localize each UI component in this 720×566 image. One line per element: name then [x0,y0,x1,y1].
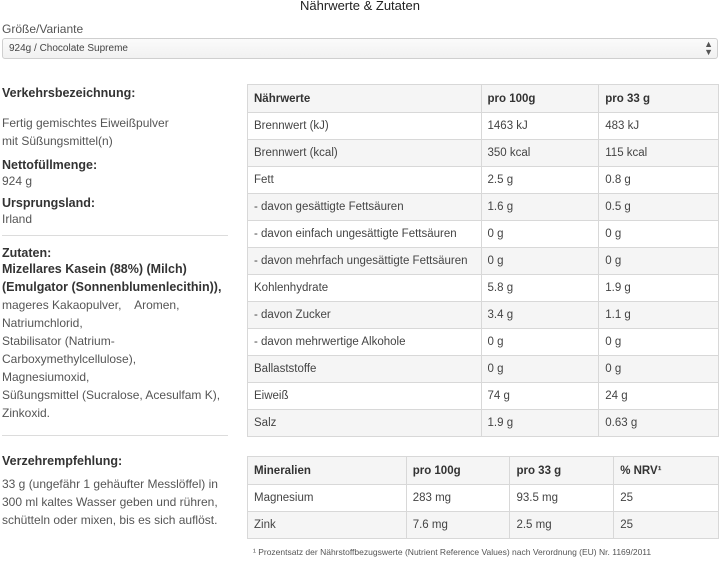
nutrient-name: - davon mehrfach ungesättigte Fettsäuren [248,248,482,275]
mineral-name: Magnesium [248,485,407,512]
ingredients-label: Zutaten: [2,246,52,260]
net-quantity-value: 924 g [2,174,33,188]
usage-line: 300 ml kaltes Wasser geben und rühren, [2,495,218,509]
nutrient-name: - davon Zucker [248,302,482,329]
nutrition-header-33g: pro 33 g [599,85,719,113]
variant-select[interactable] [2,38,718,59]
nutrient-per-100g: 5.8 g [481,275,599,302]
nutrition-row [248,356,719,383]
minerals-header-33g: pro 33 g [510,457,614,485]
ingredients-line: Carboxymethylcellulose), [2,352,137,366]
nutrient-per-33g: 0.8 g [599,167,719,194]
ingredients-bold-2: (Emulgator (Sonnenblumenlecithin)), [2,280,222,294]
nutrition-header-100g: pro 100g [481,85,599,113]
nutrition-row [248,167,719,194]
ingredients-line: Natriumchlorid, [2,316,83,330]
nutrient-per-100g: 0 g [481,248,599,275]
mineral-name: Zink [248,512,407,539]
nutrient-per-100g: 3.4 g [481,302,599,329]
nutrient-per-33g: 0.5 g [599,194,719,221]
nutrition-row [248,302,719,329]
minerals-header-nrv: % NRV¹ [614,457,719,485]
nutrient-per-100g: 0 g [481,356,599,383]
nutrient-per-33g: 0 g [599,248,719,275]
page-title: Nährwerte & Zutaten [300,0,420,13]
nrv-footnote: ¹ Prozentsatz der Nährstoffbezugswerte (Nutrient Reference Values) nach Verordnung (EU) Nr. 1169/2011 [253,547,652,557]
nutrition-header-row [248,85,719,113]
nutrition-row [248,383,719,410]
nutrient-per-33g: 0 g [599,329,719,356]
nutrient-per-100g: 350 kcal [481,140,599,167]
usage-label: Verzehrempfehlung: [2,454,123,468]
ingredients-line: Stabilisator (Natrium- [2,334,115,348]
minerals-row [248,512,719,539]
nutrient-name: Ballaststoffe [248,356,482,383]
nutrient-per-33g: 0.63 g [599,410,719,437]
nutrient-name: Fett [248,167,482,194]
product-info [2,86,228,529]
minerals-row [248,485,719,512]
origin-value: Irland [2,212,33,226]
nutrition-row [248,410,719,437]
nutrient-per-33g: 0 g [599,221,719,248]
mineral-nrv: 25 [614,485,719,512]
designation-line-1: Fertig gemischtes Eiweißpulver [2,116,169,130]
nutrient-name: - davon gesättigte Fettsäuren [248,194,482,221]
nutrition-table [247,84,719,437]
nutrient-name: Brennwert (kcal) [248,140,482,167]
nutrient-per-100g: 1.6 g [481,194,599,221]
mineral-per-100g: 283 mg [406,485,510,512]
designation-label: Verkehrsbezeichnung: [2,86,136,100]
minerals-header-row [248,457,719,485]
nutrition-row [248,194,719,221]
nutrient-per-100g: 1.9 g [481,410,599,437]
ingredients-line: mageres Kakaopulver, Aromen, [2,298,180,312]
designation-line-2: mit Süßungsmittel(n) [2,134,113,148]
nutrient-per-33g: 1.9 g [599,275,719,302]
nutrient-per-33g: 115 kcal [599,140,719,167]
variant-selected-value: 924g / Chocolate Supreme [9,43,128,54]
variant-label: Größe/Variante [2,22,84,36]
nutrient-per-100g: 0 g [481,221,599,248]
net-quantity-label: Nettofüllmenge: [2,158,98,172]
nutrition-header-name: Nährwerte [248,85,482,113]
nutrient-per-100g: 0 g [481,329,599,356]
ingredients-line: Süßungsmittel (Sucralose, Acesulfam K), [2,388,221,402]
nutrition-row [248,275,719,302]
nutrient-per-33g: 24 g [599,383,719,410]
usage-line: 33 g (ungefähr 1 gehäufter Messlöffel) in [2,477,218,491]
nutrient-name: Salz [248,410,482,437]
nutrient-name: - davon mehrwertige Alkohole [248,329,482,356]
ingredients-line: Zinkoxid. [2,406,51,420]
nutrient-name: - davon einfach ungesättigte Fettsäuren [248,221,482,248]
mineral-per-100g: 7.6 mg [406,512,510,539]
nutrition-row [248,248,719,275]
nutrient-per-33g: 1.1 g [599,302,719,329]
nutrient-per-100g: 1463 kJ [481,113,599,140]
nutrition-row [248,329,719,356]
nutrient-name: Kohlenhydrate [248,275,482,302]
nutrient-per-100g: 74 g [481,383,599,410]
nutrition-row [248,140,719,167]
ingredients-bold-1: Mizellares Kasein (88%) (Milch) [2,262,187,276]
minerals-header-name: Mineralien [248,457,407,485]
mineral-per-33g: 93.5 mg [510,485,614,512]
minerals-table [247,456,719,539]
nutrient-name: Brennwert (kJ) [248,113,482,140]
nutrition-row [248,113,719,140]
select-arrows-icon: ▲ ▼ [704,39,713,57]
minerals-header-100g: pro 100g [406,457,510,485]
mineral-per-33g: 2.5 mg [510,512,614,539]
nutrient-per-33g: 0 g [599,356,719,383]
mineral-nrv: 25 [614,512,719,539]
nutrient-name: Eiweiß [248,383,482,410]
nutrition-row [248,221,719,248]
nutrient-per-100g: 2.5 g [481,167,599,194]
usage-line: schütteln oder mixen, bis es sich auflöst. [2,513,218,527]
nutrient-per-33g: 483 kJ [599,113,719,140]
origin-label: Ursprungsland: [2,196,96,210]
ingredients-line: Magnesiumoxid, [2,370,90,384]
